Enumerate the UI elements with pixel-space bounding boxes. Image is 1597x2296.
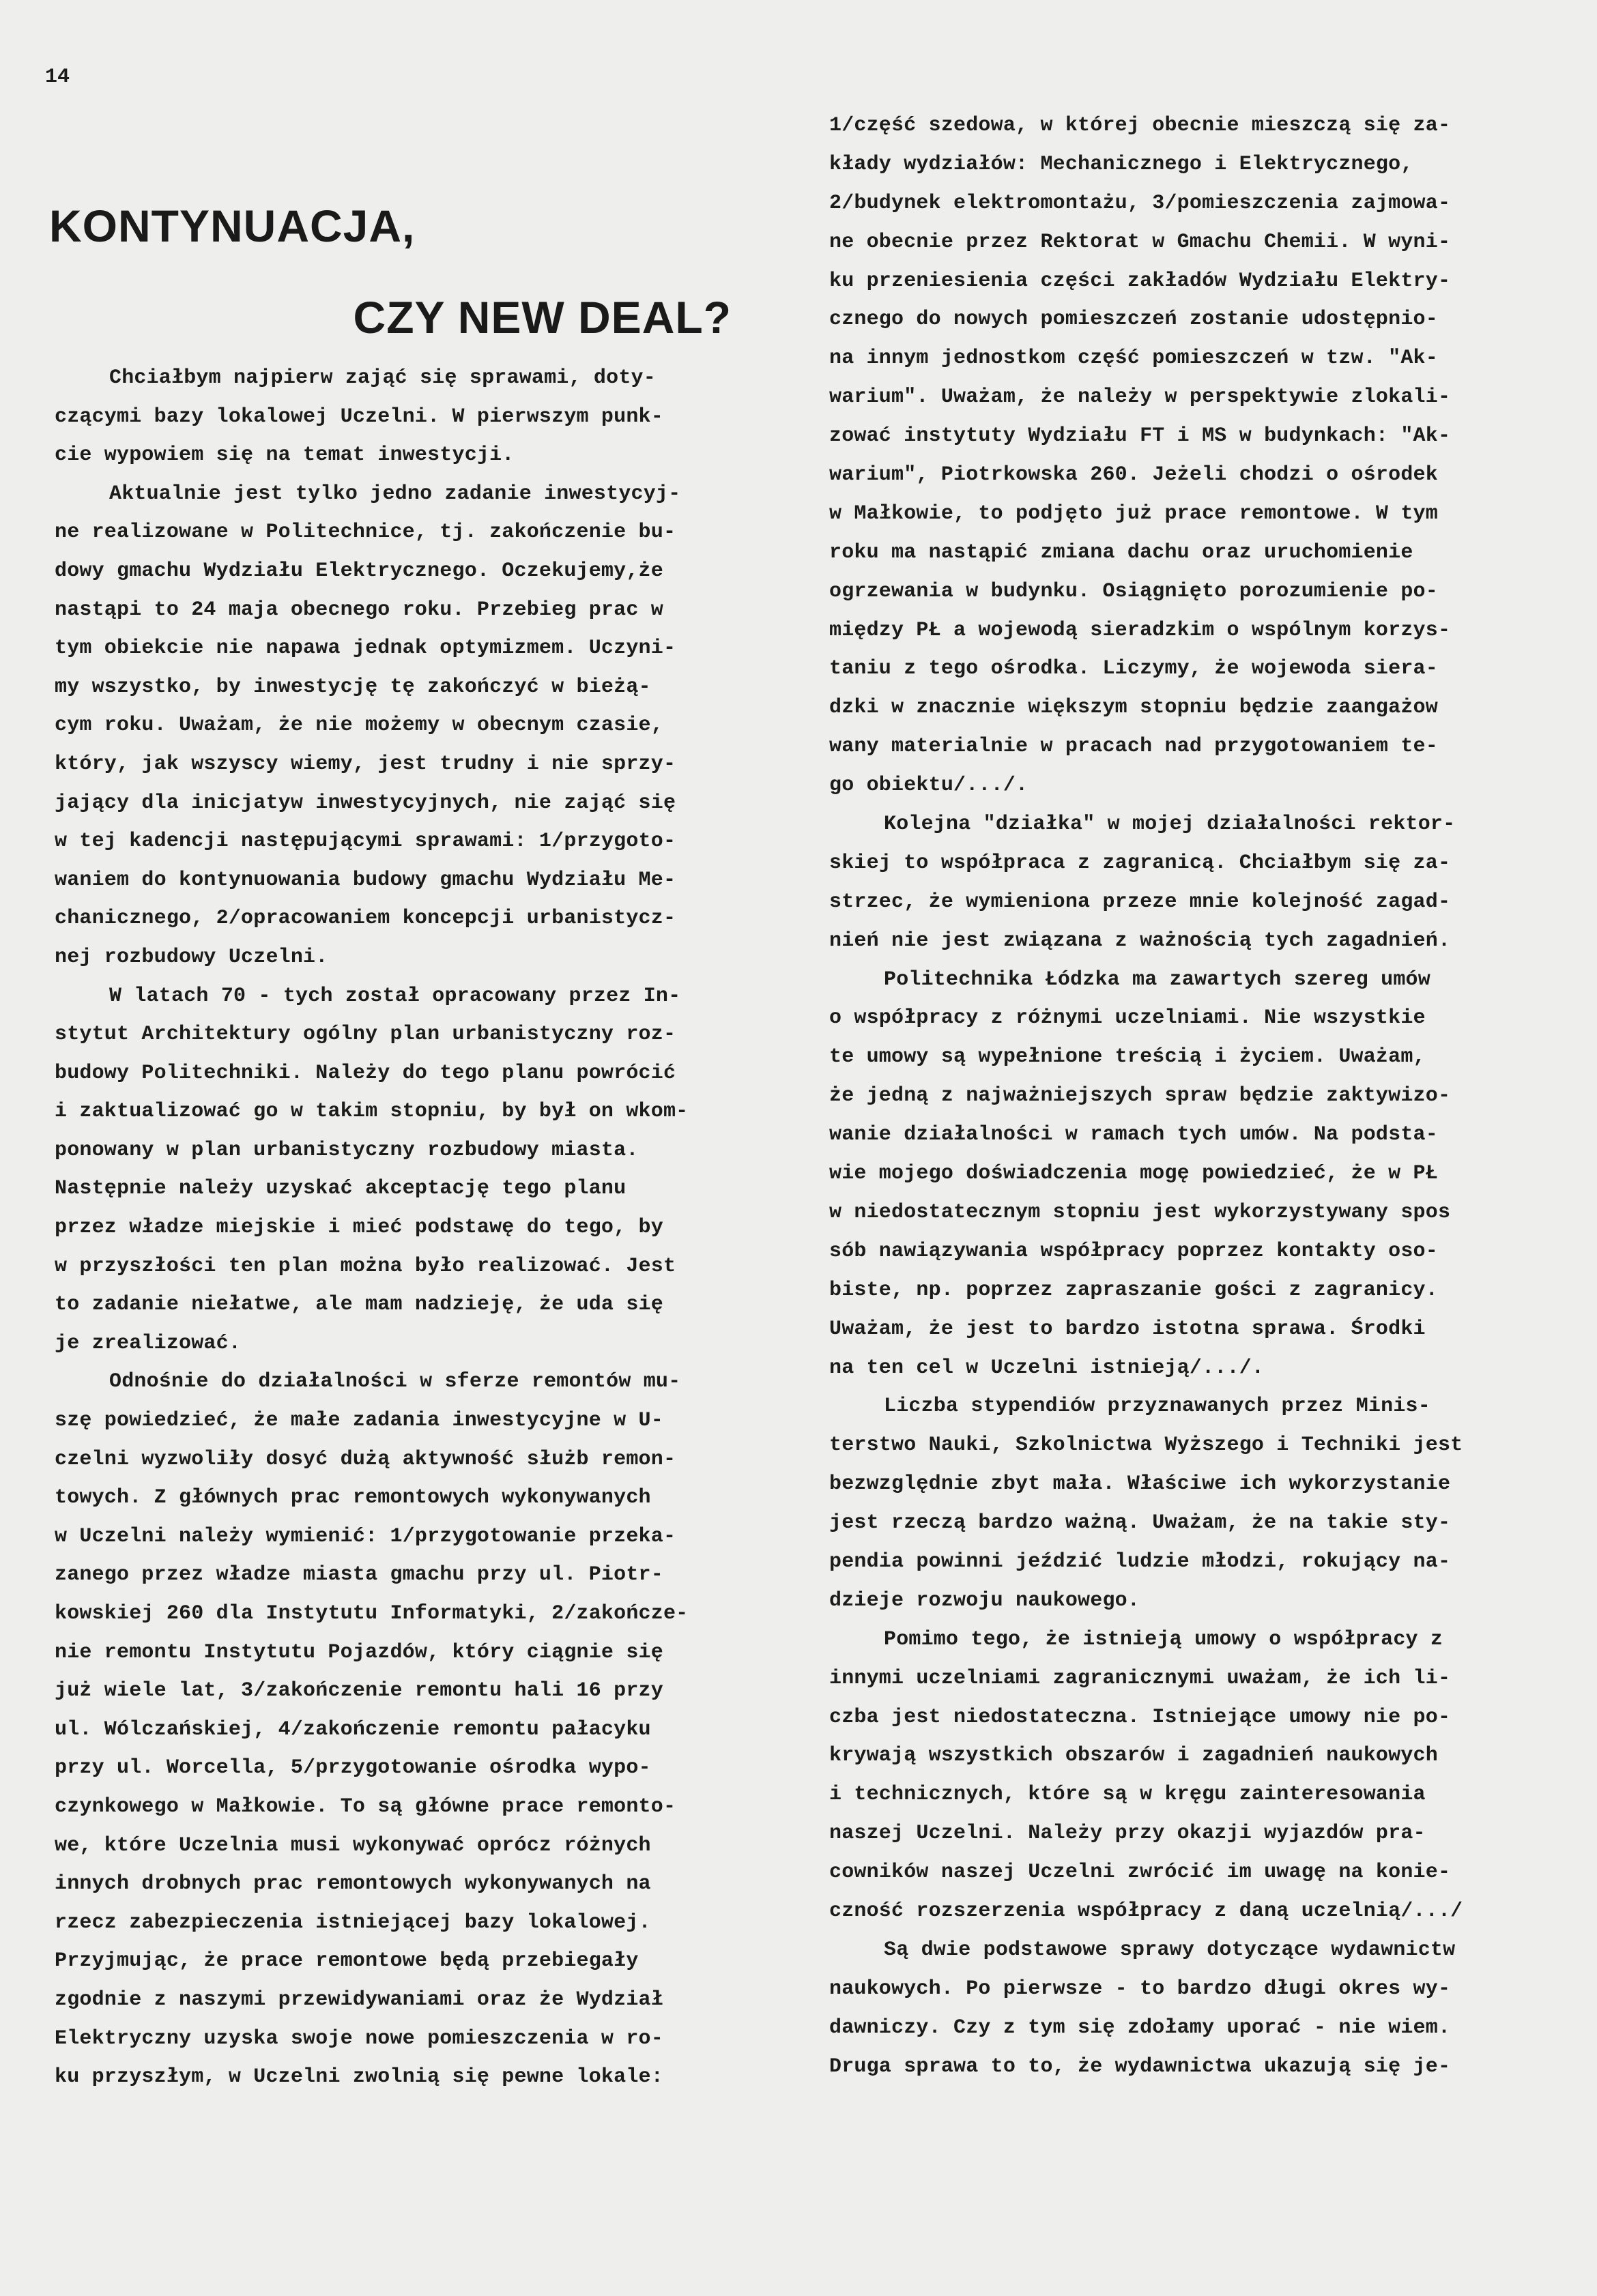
right-column-line: Druga sprawa to to, że wydawnictwa ukazują się je- — [829, 2054, 1451, 2078]
right-column-line: w niedostatecznym stopniu jest wykorzystywany spos — [829, 1200, 1451, 1224]
right-column-line: te umowy są wypełnione treścią i życiem. Uważam, — [829, 1045, 1426, 1069]
right-column-line: bezwzględnie zbyt mała. Właściwe ich wykorzystanie — [829, 1472, 1451, 1496]
left-column-line: waniem do kontynuowania budowy gmachu Wydziału Me- — [55, 868, 676, 892]
left-column-line: tym obiekcie nie napawa jednak optymizmem. Uczyni- — [55, 637, 676, 660]
left-column-line: szę powiedzieć, że małe zadania inwestycyjne w U- — [55, 1409, 663, 1433]
left-column-line: nie remontu Instytutu Pojazdów, który ciągnie się — [55, 1640, 663, 1664]
right-column-line: 2/budynek elektromontażu, 3/pomieszczenia zajmowa- — [829, 191, 1451, 215]
right-column-line: biste, np. poprzez zapraszanie gości z zagranicy. — [829, 1278, 1438, 1302]
right-column-line: i technicznych, które są w kręgu zainteresowania — [829, 1783, 1426, 1807]
left-column-line: Odnośnie do działalności w sferze remontów mu- — [109, 1370, 681, 1394]
right-column-line: sób nawiązywania współpracy poprzez kontakty oso- — [829, 1239, 1438, 1263]
article-title-line-2: CZY NEW DEAL? — [353, 292, 732, 343]
left-column-line: cym roku. Uważam, że nie możemy w obecnym czasie, — [55, 714, 663, 738]
left-column-line: i zaktualizować go w takim stopniu, by był on wkom- — [55, 1100, 689, 1124]
right-column-line: krywają wszystkich obszarów i zagadnień naukowych — [829, 1744, 1438, 1768]
left-column-line: zgodnie z naszymi przewidywaniami oraz że Wydział — [55, 1988, 663, 2011]
right-column-line: czność rozszerzenia współpracy z daną uczelnią/.../ — [829, 1899, 1463, 1923]
right-column-line: między PŁ a wojewodą sieradzkim o wspólnym korzys- — [829, 618, 1451, 642]
right-column-line: dzieje rozwoju naukowego. — [829, 1588, 1140, 1612]
left-column-line: przez władze miejskie i mieć podstawę do tego, by — [55, 1216, 663, 1240]
left-column-line: który, jak wszyscy wiemy, jest trudny i nie sprzy- — [55, 752, 676, 776]
left-column-line: towych. Z głównych prac remontowych wykonywanych — [55, 1486, 651, 1510]
left-column-line: stytut Architektury ogólny plan urbanistyczny roz- — [55, 1023, 676, 1047]
right-text-column — [829, 106, 1542, 2086]
left-column-line: Przyjmując, że prace remontowe będą przebiegały — [55, 1949, 639, 1973]
right-column-line: terstwo Nauki, Szkolnictwa Wyższego i Techniki jest — [829, 1434, 1463, 1457]
left-column-line: w Uczelni należy wymienić: 1/przygotowanie przeka- — [55, 1524, 676, 1548]
left-column-line: Chciałbym najpierw zająć się sprawami, doty- — [109, 366, 656, 390]
left-column-line: czącymi bazy lokalowej Uczelni. W pierwszym punk- — [55, 405, 663, 428]
right-column-line: innymi uczelniami zagranicznymi uważam, że ich li- — [829, 1666, 1451, 1690]
right-column-line: cowników naszej Uczelni zwrócić im uwagę na konie- — [829, 1861, 1451, 1885]
left-column-line: cie wypowiem się na temat inwestycji. — [55, 444, 515, 467]
right-column-line: ogrzewania w budynku. Osiągnięto porozumienie po- — [829, 579, 1438, 603]
right-column-line: ku przeniesienia części zakładów Wydziału Elektry- — [829, 269, 1451, 293]
right-column-line: naszej Uczelni. Należy przy okazji wyjazdów pra- — [829, 1822, 1426, 1846]
left-column-line: we, które Uczelnia musi wykonywać oprócz różnych — [55, 1833, 651, 1857]
left-column-line: Następnie należy uzyskać akceptację tego planu — [55, 1177, 627, 1201]
left-column-line: dowy gmachu Wydziału Elektrycznego. Oczekujemy,że — [55, 559, 663, 583]
left-text-column — [55, 359, 768, 2097]
left-column-line: chanicznego, 2/opracowaniem koncepcji urbanistycz- — [55, 907, 676, 931]
page-number: 14 — [45, 66, 70, 89]
right-column-line: na innym jednostkom część pomieszczeń w tzw. "Ak- — [829, 347, 1438, 370]
left-column-line: je zrealizować. — [55, 1331, 242, 1355]
right-column-line: o współpracy z różnymi uczelniami. Nie wszystkie — [829, 1006, 1426, 1030]
left-column-line: nastąpi to 24 maja obecnego roku. Przebieg prac w — [55, 598, 663, 622]
left-column-line: zanego przez władze miasta gmachu przy ul. Piotr- — [55, 1563, 663, 1587]
left-column-line: przy ul. Worcella, 5/przygotowanie ośrodka wypo- — [55, 1756, 651, 1780]
left-column-line: w przyszłości ten plan można było realizować. Jest — [55, 1254, 676, 1278]
right-column-line: Pomimo tego, że istnieją umowy o współpracy z — [884, 1627, 1443, 1651]
right-column-line: 1/część szedowa, w której obecnie mieszczą się za- — [829, 114, 1451, 137]
left-column-line: nej rozbudowy Uczelni. — [55, 945, 328, 969]
right-column-line: czba jest niedostateczna. Istniejące umowy nie po- — [829, 1705, 1451, 1729]
right-column-line: że jedną z najważniejszych spraw będzie zaktywizo- — [829, 1084, 1451, 1108]
right-column-line: Są dwie podstawowe sprawy dotyczące wydawnictw — [884, 1938, 1456, 1962]
left-column-line: Elektryczny uzyska swoje nowe pomieszczenia w ro- — [55, 2026, 663, 2050]
right-column-line: jest rzeczą bardzo ważną. Uważam, że na takie sty- — [829, 1511, 1451, 1535]
right-column-line: warium", Piotrkowska 260. Jeżeli chodzi o ośrodek — [829, 463, 1438, 487]
right-column-line: cznego do nowych pomieszczeń zostanie udostępnio- — [829, 308, 1438, 332]
right-column-line: wie mojego doświadczenia mogę powiedzieć, że w PŁ — [829, 1162, 1438, 1186]
right-column-line: dzki w znacznie większym stopniu będzie zaangażow — [829, 696, 1438, 720]
right-column-line: dawniczy. Czy z tym się zdołamy uporać - nie wiem. — [829, 2016, 1451, 2039]
right-column-line: warium". Uważam, że należy w perspektywie zlokali- — [829, 386, 1451, 409]
right-column-line: skiej to współpraca z zagranicą. Chciałbym się za- — [829, 851, 1451, 875]
right-column-line: go obiektu/.../. — [829, 774, 1028, 798]
right-column-line: na ten cel w Uczelni istnieją/.../. — [829, 1356, 1265, 1380]
left-column-line: już wiele lat, 3/zakończenie remontu hali 16 przy — [55, 1679, 663, 1703]
left-column-line: Aktualnie jest tylko jedno zadanie inwestycyj- — [109, 482, 681, 506]
left-column-line: to zadanie niełatwe, ale mam nadzieję, że uda się — [55, 1293, 663, 1317]
right-column-line: ne obecnie przez Rektorat w Gmachu Chemii. W wyni- — [829, 230, 1451, 254]
left-column-line: jający dla inicjatyw inwestycyjnych, nie zająć się — [55, 791, 676, 815]
right-column-line: taniu z tego ośrodka. Liczymy, że wojewoda siera- — [829, 657, 1438, 681]
right-column-line: roku ma nastąpić zmiana dachu oraz uruchomienie — [829, 540, 1413, 564]
right-column-line: wany materialnie w pracach nad przygotowaniem te- — [829, 735, 1438, 759]
left-column-line: my wszystko, by inwestycję tę zakończyć w bieżą- — [55, 675, 651, 699]
left-column-line: czynkowego w Małkowie. To są główne prace remonto- — [55, 1794, 676, 1818]
article-title-line-1: KONTYNUACJA, — [49, 201, 416, 251]
right-column-line: naukowych. Po pierwsze - to bardzo długi okres wy- — [829, 1977, 1451, 2001]
left-column-line: W latach 70 - tych został opracowany przez In- — [109, 984, 681, 1008]
right-column-line: Liczba stypendiów przyznawanych przez Minis- — [884, 1395, 1430, 1419]
right-column-line: Uważam, że jest to bardzo istotna sprawa. Środki — [829, 1317, 1426, 1341]
left-column-line: ul. Wólczańskiej, 4/zakończenie remontu pałacyku — [55, 1717, 651, 1741]
right-column-line: strzec, że wymieniona przeze mnie kolejność zagad- — [829, 890, 1451, 914]
left-column-line: kowskiej 260 dla Instytutu Informatyki, 2/zakończe- — [55, 1602, 689, 1625]
right-column-line: wanie działalności w ramach tych umów. Na podsta- — [829, 1123, 1438, 1147]
right-column-line: kłady wydziałów: Mechanicznego i Elektrycznego, — [829, 152, 1413, 176]
left-column-line: ku przyszłym, w Uczelni zwolnią się pewne lokale: — [55, 2065, 663, 2089]
right-column-line: nień nie jest związana z ważnością tych zagadnień. — [829, 929, 1451, 953]
right-column-line: Politechnika Łódzka ma zawartych szereg umów — [884, 968, 1430, 991]
left-column-line: ne realizowane w Politechnice, tj. zakończenie bu- — [55, 521, 676, 544]
right-column-line: pendia powinni jeździć ludzie młodzi, rokujący na- — [829, 1550, 1451, 1573]
left-column-line: czelni wyzwoliły dosyć dużą aktywność służb remon- — [55, 1447, 676, 1471]
right-column-line: w Małkowie, to podjęto już prace remontowe. W tym — [829, 502, 1438, 525]
right-column-line: zować instytuty Wydziału FT i MS w budynkach: "Ak- — [829, 424, 1451, 448]
left-column-line: innych drobnych prac remontowych wykonywanych na — [55, 1872, 651, 1896]
left-column-line: ponowany w plan urbanistyczny rozbudowy miasta. — [55, 1138, 639, 1162]
right-column-line: Kolejna "działka" w mojej działalności rektor- — [884, 813, 1456, 837]
left-column-line: w tej kadencji następującymi sprawami: 1/przygoto- — [55, 830, 676, 854]
left-column-line: rzecz zabezpieczenia istniejącej bazy lokalowej. — [55, 1910, 651, 1934]
left-column-line: budowy Politechniki. Należy do tego planu powrócić — [55, 1061, 676, 1085]
